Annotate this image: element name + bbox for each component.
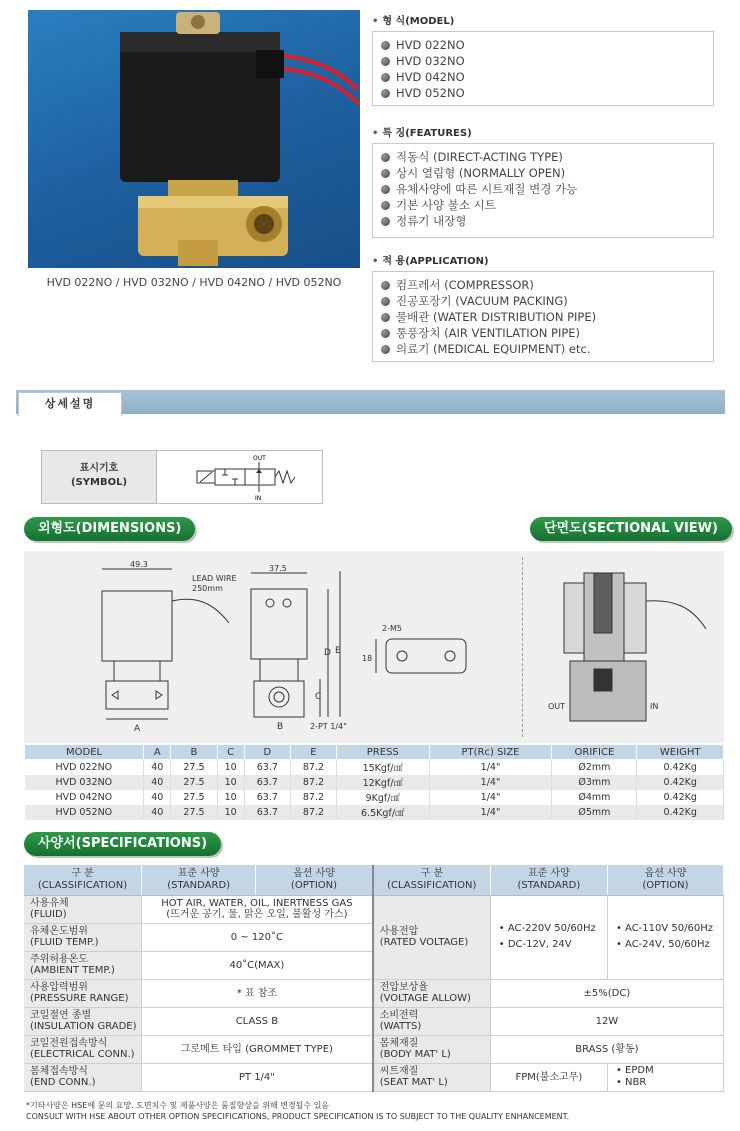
header-text: (OPTION) (642, 879, 689, 891)
spec-value: BRASS (황동) (490, 1035, 723, 1063)
dim-label-b: B (277, 722, 284, 732)
spec-key (24, 1035, 142, 1063)
model-table (24, 744, 724, 820)
table-cell: 63.7 (244, 805, 290, 820)
table-cell: 1/4" (429, 805, 552, 820)
header-text: (STANDARD) (517, 879, 581, 891)
list-item (381, 149, 705, 165)
table-cell: 0.42Kg (637, 760, 724, 775)
spec-key-en: (SEAT MAT' L) (379, 1077, 448, 1088)
dim-label-a: A (134, 724, 141, 734)
spec-row (24, 1035, 724, 1063)
table-cell: Ø3mm (552, 775, 637, 790)
table-cell: 27.5 (171, 775, 217, 790)
spec-header-row (24, 865, 724, 895)
spec-header-option (256, 865, 373, 895)
spec-key-en: (END CONN.) (30, 1077, 96, 1088)
list-item-text: 물배관 (WATER DISTRIBUTION PIPE) (396, 310, 597, 324)
spec-key (24, 951, 142, 979)
table-cell: 40 (144, 760, 171, 775)
features-list (372, 143, 714, 238)
spec-value (607, 1063, 723, 1091)
table-cell: Ø4mm (552, 790, 637, 805)
symbol-in-label: IN (255, 495, 262, 502)
list-item-text: 기본 사양 불소 시트 (396, 198, 496, 212)
table-cell: 10 (217, 805, 244, 820)
list-item-text: HVD 052NO (396, 86, 465, 100)
spec-key-ko: 사용유체 (30, 898, 69, 909)
bullet-icon (381, 297, 390, 306)
list-item-text: HVD 032NO (396, 54, 465, 68)
spec-value-text: (뜨거운 공기, 물, 맑은 오일, 불활성 가스) (166, 909, 348, 920)
table-cell: 15Kgf/㎠ (337, 760, 430, 775)
list-item-text: 통풍장치 (AIR VENTILATION PIPE) (396, 326, 581, 340)
bullet-icon (381, 345, 390, 354)
sectional-header: 단면도(SECTIONAL VIEW) (530, 517, 732, 541)
port-size-label: 2-PT 1/4" (310, 722, 347, 731)
table-cell: 40 (144, 790, 171, 805)
application-list (372, 271, 714, 362)
spec-key (373, 1035, 491, 1063)
symbol-box (41, 450, 323, 504)
spec-row (24, 895, 724, 923)
list-item (381, 341, 705, 357)
specifications-header: 사양서(SPECIFICATIONS) (24, 832, 221, 856)
header-text: 표준 사양 (527, 867, 570, 879)
table-cell: HVD 032NO (25, 775, 144, 790)
header-text: 표준 사양 (177, 867, 220, 879)
header-text: 옵션 사양 (644, 867, 687, 879)
spec-header-standard (142, 865, 256, 895)
table-cell: 10 (217, 760, 244, 775)
spec-value-text: HOT AIR, WATER, OIL, INERTNESS GAS (161, 898, 353, 909)
footnote-line: *기타사양은 HSE에 문의 요망. 도면치수 및 제품사양은 품질향상을 위해 변경될수 있음 (26, 1101, 330, 1110)
dim-width-b: 37.5 (269, 564, 287, 573)
list-item (381, 309, 705, 325)
model-list (372, 31, 714, 106)
list-item (381, 85, 705, 101)
spec-value-text: • AC-24V, 50/60Hz (615, 939, 710, 950)
spec-key-en: (FLUID) (30, 909, 67, 920)
spec-value: CLASS B (142, 1007, 373, 1035)
spec-row (24, 1007, 724, 1035)
table-row (25, 805, 724, 820)
symbol-label-en: (SYMBOL) (70, 477, 128, 488)
application-heading-text: 적 용(APPLICATION) (382, 256, 489, 267)
list-item (381, 165, 705, 181)
spec-key-en: (AMBIENT TEMP.) (30, 965, 115, 976)
list-item (381, 69, 705, 85)
bullet-icon (381, 57, 390, 66)
spec-key-en: (RATED VOLTAGE) (379, 937, 469, 948)
bullet-icon (381, 153, 390, 162)
table-cell: 12Kgf/㎠ (337, 775, 430, 790)
spec-key-en: (BODY MAT' L) (379, 1049, 451, 1060)
spec-key (373, 1063, 491, 1091)
detail-tab-bar (16, 390, 725, 414)
list-item (381, 181, 705, 197)
spec-key (373, 895, 491, 979)
table-cell: 0.42Kg (637, 775, 724, 790)
side-view (251, 571, 340, 717)
table-row (25, 760, 724, 775)
list-item-text: 컴프레서 (COMPRESSOR) (396, 278, 534, 292)
sectional-out-label: OUT (548, 702, 566, 711)
spec-key-ko: 코일절연 종별 (30, 1010, 92, 1021)
spec-key-en: (WATTS) (379, 1021, 422, 1032)
table-cell: 63.7 (244, 790, 290, 805)
bullet-icon (381, 217, 390, 226)
spec-value: PT 1/4" (142, 1063, 373, 1091)
table-cell: 27.5 (171, 760, 217, 775)
table-cell: 27.5 (171, 805, 217, 820)
symbol-label (42, 451, 157, 503)
spec-value (607, 895, 723, 979)
drawing-area (24, 551, 724, 743)
table-cell: 9Kgf/㎠ (337, 790, 430, 805)
spec-value: 12W (490, 1007, 723, 1035)
table-cell: 0.42Kg (637, 805, 724, 820)
model-heading (372, 12, 454, 27)
lead-wire-label: LEAD WIRE (192, 574, 237, 583)
list-item (381, 325, 705, 341)
spec-row (24, 1063, 724, 1091)
bullet-icon (381, 281, 390, 290)
spec-value-text: • AC-220V 50/60Hz (498, 923, 596, 934)
spec-row (24, 979, 724, 1007)
spec-key-en: (INSULATION GRADE) (30, 1021, 137, 1032)
header-text: (CLASSIFICATION) (37, 879, 128, 891)
model-table-header (25, 745, 724, 760)
header-text: (OPTION) (290, 879, 338, 891)
spec-value: ±5%(DC) (490, 979, 723, 1007)
tab-detail[interactable]: 상세설명 (18, 392, 122, 416)
spec-key (24, 923, 142, 951)
spec-table (24, 865, 724, 1092)
features-heading-text: 특 징(FEATURES) (382, 128, 472, 139)
spec-value: * 표 참조 (142, 979, 373, 1007)
spec-key (373, 979, 491, 1007)
footnote (26, 1100, 569, 1122)
spec-header-class (373, 865, 491, 895)
bullet-icon (381, 89, 390, 98)
col-header: E (290, 745, 336, 760)
spec-header-class (24, 865, 142, 895)
spec-value-text: • DC-12V, 24V (498, 939, 572, 950)
footnote-line: CONSULT WITH HSE ABOUT OTHER OPTION SPECIFICATIONS, PRODUCT SPECIFICATION IS TO SUBJECT TO THE QUALITY ENHANCEMENT. (26, 1112, 570, 1121)
header-text: 구 분 (420, 867, 443, 879)
list-item-text: HVD 022NO (396, 38, 465, 52)
table-cell: 1/4" (429, 790, 552, 805)
spec-key-ko: 소비전력 (379, 1010, 419, 1021)
mount-label: 2-M5 (382, 624, 402, 633)
lead-wire-length: 250mm (192, 584, 223, 593)
list-item (381, 37, 705, 53)
spec-key-ko: 사용압력범위 (30, 982, 88, 993)
drawing-divider (522, 557, 523, 737)
list-item (381, 293, 705, 309)
col-header: MODEL (25, 745, 144, 760)
table-cell: Ø5mm (552, 805, 637, 820)
spec-value: 40˚C(MAX) (142, 951, 373, 979)
col-header: PT(Rc) SIZE (429, 745, 552, 760)
table-cell: 87.2 (290, 775, 336, 790)
table-row (25, 790, 724, 805)
table-cell: Ø2mm (552, 760, 637, 775)
sectional-view-drawing (564, 573, 706, 721)
table-cell: HVD 022NO (25, 760, 144, 775)
dim-label-e: E (335, 646, 341, 656)
table-row (25, 775, 724, 790)
table-cell: HVD 052NO (25, 805, 144, 820)
spec-key-ko: 주위허용온도 (30, 954, 88, 965)
table-cell: 87.2 (290, 805, 336, 820)
spec-header-option (607, 865, 723, 895)
spec-key-en: (ELECTRICAL CONN.) (30, 1049, 135, 1060)
table-cell: 87.2 (290, 760, 336, 775)
application-heading (372, 252, 489, 267)
list-item-text: 정류기 내장형 (396, 214, 467, 228)
header-text: (CLASSIFICATION) (387, 879, 477, 891)
spec-key-ko: 유체온도범위 (30, 926, 88, 937)
bullet-icon (381, 41, 390, 50)
table-cell: 63.7 (244, 775, 290, 790)
spec-header-standard (490, 865, 607, 895)
spec-key-ko: 몸체접속방식 (30, 1066, 88, 1077)
bullet-icon (381, 201, 390, 210)
table-cell: 1/4" (429, 760, 552, 775)
sectional-in-label: IN (650, 702, 659, 711)
col-header: ORIFICE (552, 745, 637, 760)
table-cell: 27.5 (171, 790, 217, 805)
bottom-view (376, 639, 466, 673)
spec-value (490, 895, 607, 979)
solenoid-valve-illustration (28, 10, 360, 268)
spec-key (24, 895, 142, 923)
symbol-label-ko: 표시기호 (79, 463, 119, 474)
spec-value-text: • EPDM (615, 1065, 654, 1076)
product-caption: HVD 022NO / HVD 032NO / HVD 042NO / HVD 052NO (46, 276, 342, 289)
bullet-icon: • (372, 256, 379, 267)
table-cell: 87.2 (290, 790, 336, 805)
list-item-text: 직동식 (DIRECT-ACTING TYPE) (396, 150, 563, 164)
dimensions-header: 외형도(DIMENSIONS) (24, 517, 195, 541)
bullet-icon (381, 169, 390, 178)
spec-key-en: (VOLTAGE ALLOW) (379, 993, 471, 1004)
list-item-text: 상시 열림형 (NORMALLY OPEN) (396, 166, 566, 180)
header-text: 구 분 (71, 867, 94, 879)
dim-width-a: 49.3 (130, 560, 148, 569)
symbol-out-label: OUT (253, 455, 266, 462)
spec-key-ko: 전압보상율 (379, 982, 429, 993)
header-text: (STANDARD) (167, 879, 231, 891)
mount-height: 18 (362, 654, 373, 663)
spec-key (24, 979, 142, 1007)
table-cell: 0.42Kg (637, 790, 724, 805)
col-header: D (244, 745, 290, 760)
table-cell: 1/4" (429, 775, 552, 790)
bullet-icon: • (372, 16, 379, 27)
col-header: A (144, 745, 171, 760)
model-heading-text: 형 식(MODEL) (382, 16, 455, 27)
spec-key-ko: 씨트재질 (379, 1066, 419, 1077)
features-heading (372, 124, 472, 139)
spec-value-text: • NBR (615, 1077, 647, 1088)
table-cell: 10 (217, 775, 244, 790)
spec-value (142, 895, 373, 923)
list-item-text: HVD 042NO (396, 70, 465, 84)
list-item-text: 유체사양에 따른 시트재질 변경 가능 (396, 182, 578, 196)
list-item (381, 53, 705, 69)
dim-label-d: D (324, 648, 331, 658)
list-item-text: 의료기 (MEDICAL EQUIPMENT) etc. (396, 342, 591, 356)
spec-key-ko: 몸체재질 (379, 1038, 419, 1049)
spec-key-en: (FLUID TEMP.) (30, 937, 99, 948)
col-header: B (171, 745, 217, 760)
table-cell: 40 (144, 775, 171, 790)
bullet-icon: • (372, 128, 379, 139)
product-photo (28, 10, 360, 268)
list-item (381, 197, 705, 213)
spec-key (24, 1063, 142, 1091)
col-header: C (217, 745, 244, 760)
col-header: WEIGHT (637, 745, 724, 760)
list-item (381, 213, 705, 229)
spec-key-ko: 코일전원접속방식 (30, 1038, 108, 1049)
col-header: PRESS (337, 745, 430, 760)
spec-value: 0 ~ 120˚C (142, 923, 373, 951)
spec-value: FPM(불소고무) (490, 1063, 607, 1091)
spec-value: 그로메트 타입 (GROMMET TYPE) (142, 1035, 373, 1063)
table-cell: 6.5Kgf/㎠ (337, 805, 430, 820)
table-cell: 63.7 (244, 760, 290, 775)
table-cell: HVD 042NO (25, 790, 144, 805)
spec-key (373, 1007, 491, 1035)
spec-key-ko: 사용전압 (379, 926, 419, 937)
bullet-icon (381, 73, 390, 82)
spec-key (24, 1007, 142, 1035)
spec-value-text: • AC-110V 50/60Hz (615, 923, 713, 934)
list-item (381, 277, 705, 293)
bullet-icon (381, 329, 390, 338)
bullet-icon (381, 313, 390, 322)
valve-symbol (157, 451, 322, 503)
dim-label-c: C (315, 692, 322, 702)
bullet-icon (381, 185, 390, 194)
spec-key-en: (PRESSURE RANGE) (30, 993, 129, 1004)
list-item-text: 진공포장기 (VACUUM PACKING) (396, 294, 568, 308)
table-cell: 10 (217, 790, 244, 805)
table-cell: 40 (144, 805, 171, 820)
header-text: 옵션 사양 (293, 867, 335, 879)
dimension-drawings (24, 551, 724, 743)
